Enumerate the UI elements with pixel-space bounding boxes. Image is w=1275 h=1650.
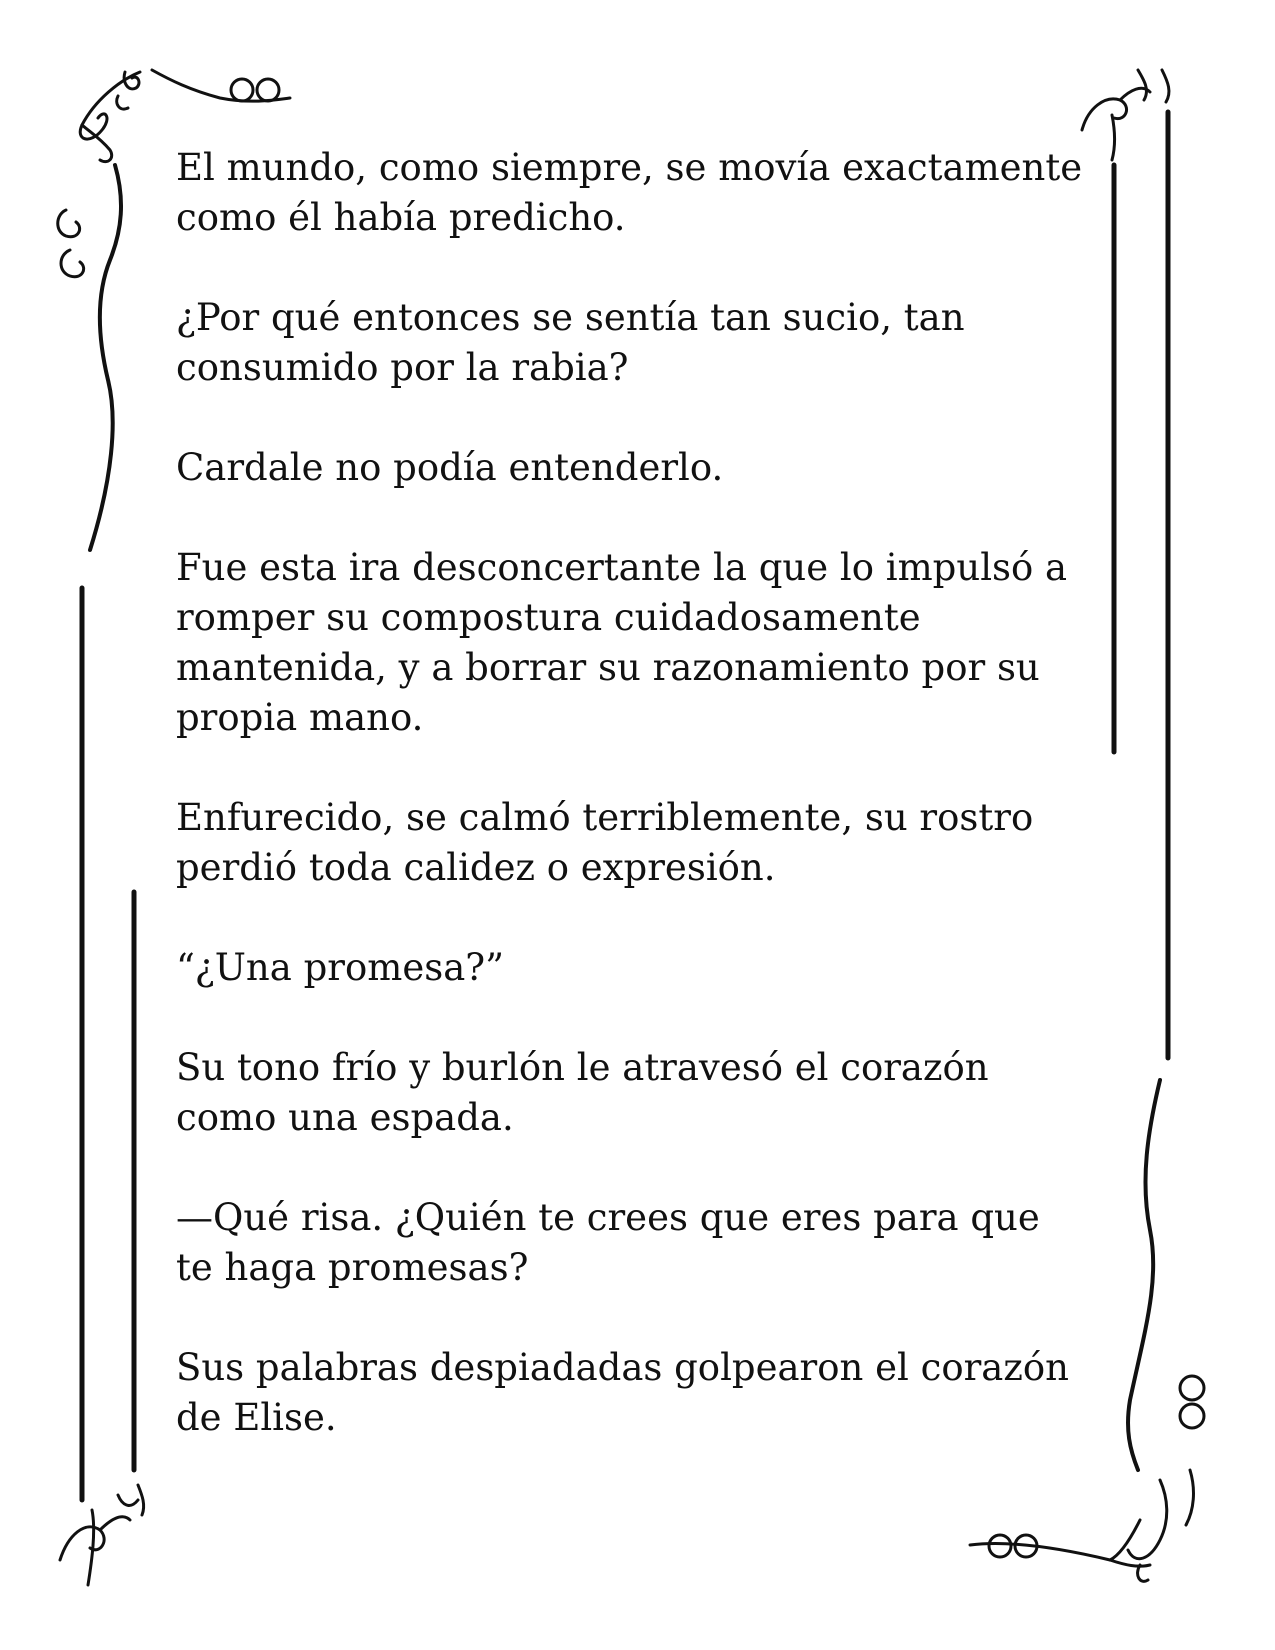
paragraph-2: ¿Por qué entonces se sentía tan sucio, tan consumido por la rabia? (176, 296, 965, 389)
paragraph-6: “¿Una promesa?” (176, 946, 505, 989)
paragraph-1: El mundo, como siempre, se movía exactamente como él había predicho. (176, 146, 1083, 239)
paragraph-8: —Qué risa. ¿Quién te crees que eres para que te haga promesas? (176, 1196, 1040, 1289)
paragraph-3: Cardale no podía entenderlo. (176, 446, 724, 489)
paragraph-5: Enfurecido, se calmó terriblemente, su rostro perdió toda calidez o expresión. (176, 796, 1034, 889)
paragraph-7: Su tono frío y burlón le atravesó el corazón como una espada. (176, 1046, 989, 1139)
paragraph-9: Sus palabras despiadadas golpearon el corazón de Elise. (176, 1346, 1069, 1439)
paragraph-4: Fue esta ira desconcertante la que lo impulsó a romper su compostura cuidadosamente mantenida, y a borrar su razonamiento por su propia mano. (176, 546, 1068, 739)
bottom-left-flourish-icon (60, 1485, 144, 1585)
story-text (176, 143, 1106, 1493)
